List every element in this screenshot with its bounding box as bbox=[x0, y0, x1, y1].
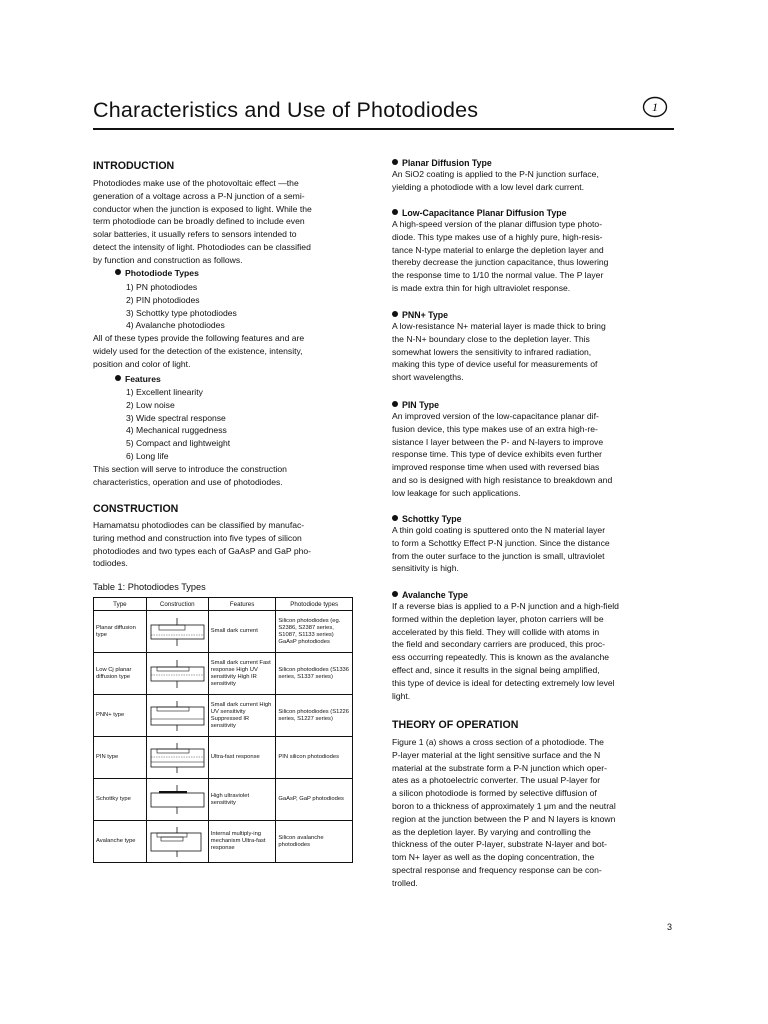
table-row bbox=[94, 737, 353, 779]
table-cell-type: Schottky type bbox=[94, 779, 147, 821]
text-line: formed within the depletion layer, photon carriers will be bbox=[392, 613, 604, 624]
construction-heading: CONSTRUCTION bbox=[93, 503, 179, 515]
types-heading: Photodiode Types bbox=[115, 268, 199, 278]
table-row bbox=[94, 779, 353, 821]
text-line: Figure 1 (a) shows a cross section of a photodiode. The bbox=[392, 737, 604, 747]
text-line: as the depletion layer. By varying and controlling the bbox=[392, 826, 591, 837]
theory-heading-block bbox=[392, 719, 518, 731]
text-line: the field and secondary carriers are produced, this proc- bbox=[392, 639, 606, 650]
text-line: material at the substrate form a P-N junction which oper- bbox=[392, 762, 607, 773]
page-marker-label: 1 bbox=[652, 100, 658, 114]
construction-diagram-cell bbox=[146, 737, 208, 779]
list-item: 5) Compact and lightweight bbox=[126, 438, 231, 449]
intro-paragraph bbox=[93, 177, 312, 267]
pin-section bbox=[392, 400, 612, 500]
text-line: is made extra thin for high ultraviolet response. bbox=[392, 282, 571, 293]
construction-diagram-icon bbox=[147, 741, 208, 775]
construction-diagram-cell bbox=[146, 695, 208, 737]
table-cell-features: Small dark current bbox=[208, 611, 276, 653]
text-line: An SiO2 coating is applied to the P-N junction surface, bbox=[392, 169, 599, 179]
text-line: ess occurring repeatedly. This is known as the avalanche bbox=[392, 652, 610, 663]
table-cell-photodiode: Silicon photodiodes (eg. S2386, S2387 series, S1087, S1133 series) GaAsP photodiodes bbox=[276, 611, 353, 653]
pnn-heading: PNN+ Type bbox=[392, 310, 606, 320]
text-line: This section will serve to introduce the construction bbox=[93, 464, 287, 474]
table-header: Photodiode types bbox=[276, 598, 353, 611]
list-item: 6) Long life bbox=[126, 450, 169, 461]
features-intro bbox=[93, 332, 304, 370]
theory-heading: THEORY OF OPERATION bbox=[392, 719, 519, 731]
text-line: diode. This type makes use of a highly pure, high-resis- bbox=[392, 231, 603, 242]
list-item: 3) Wide spectral response bbox=[126, 412, 226, 423]
construction-diagram-icon bbox=[147, 783, 208, 817]
text-line: thickness of the outer P-layer, substrate N-layer and bot- bbox=[392, 839, 607, 850]
intro-heading-block bbox=[93, 160, 174, 172]
intro-line: generation of a voltage across a P-N junction of a semi- bbox=[93, 190, 305, 201]
pnn-section bbox=[392, 310, 606, 384]
construction-diagram-icon bbox=[147, 699, 208, 733]
text-line: and so is designed with high resistance to breakdown and bbox=[392, 474, 613, 485]
text-line: A low-resistance N+ material layer is made thick to bring bbox=[392, 321, 606, 331]
text-line: A high-speed version of the planar diffusion type photo- bbox=[392, 219, 603, 229]
table-cell-photodiode: GaAsP, GaP photodiodes bbox=[276, 779, 353, 821]
lowcap-heading: Low-Capacitance Planar Diffusion Type bbox=[392, 208, 608, 218]
table-cell-photodiode: PIN silicon photodiodes bbox=[276, 737, 353, 779]
list-item: 4) Mechanical ruggedness bbox=[126, 425, 227, 436]
table-cell-features: Ultra-fast response bbox=[208, 737, 276, 779]
text-line: a silicon photodiode is formed by selective diffusion of bbox=[392, 788, 597, 799]
avalanche-section bbox=[392, 590, 619, 702]
construction-paragraph bbox=[93, 519, 311, 570]
table-row bbox=[94, 653, 353, 695]
intro-line: Photodiodes make use of the photovoltaic effect —the bbox=[93, 178, 299, 188]
table-cell-type: Avalanche type bbox=[94, 821, 147, 863]
bullet-icon bbox=[115, 375, 121, 381]
text-line: P-layer material at the light sensitive surface and the N bbox=[392, 749, 601, 760]
construction-diagram-cell bbox=[146, 653, 208, 695]
text-line: All of these types provide the following features and are bbox=[93, 333, 305, 343]
bullet-icon bbox=[392, 401, 398, 407]
text-line: yielding a photodiode with a low level dark current. bbox=[392, 181, 585, 192]
text-line: Hamamatsu photodiodes can be classified by manufac- bbox=[93, 520, 305, 530]
planar-section bbox=[392, 158, 599, 194]
table-cell-photodiode: Silicon photodiodes (S1336 series, S1337 series) bbox=[276, 653, 353, 695]
list-item: 3) Schottky type photodiodes bbox=[126, 307, 237, 318]
construction-diagram-cell bbox=[146, 779, 208, 821]
text-line: this type of device is ideal for detecting extremely low level bbox=[392, 677, 615, 688]
text-line: turing method and construction into five types of silicon bbox=[93, 532, 302, 543]
text-line: short wavelengths. bbox=[392, 372, 464, 383]
table-cell-features: High ultraviolet sensitivity bbox=[208, 779, 276, 821]
intro-heading: INTRODUCTION bbox=[93, 160, 175, 172]
avalanche-heading: Avalanche Type bbox=[392, 590, 619, 600]
text-line: sensitivity is high. bbox=[392, 563, 459, 574]
text-line: accelerated by this field. They will collide with atoms in bbox=[392, 626, 600, 637]
intro-line: detect the intensity of light. Photodiodes can be classified bbox=[93, 241, 311, 252]
table-cell-photodiode: Silicon photodiodes (S1226 series, S1227 series) bbox=[276, 695, 353, 737]
text-line: effect and, since it results in the signal being amplified, bbox=[392, 664, 600, 675]
text-line: spectral response and frequency response can be con- bbox=[392, 864, 602, 875]
theory-paragraph bbox=[392, 736, 616, 890]
bullet-icon bbox=[392, 209, 398, 215]
text-line: widely used for the detection of the existence, intensity, bbox=[93, 345, 303, 356]
intro-line: solar batteries, it usually refers to sensors intended to bbox=[93, 229, 297, 240]
lowcap-section bbox=[392, 208, 608, 295]
text-line: somewhat lowers the sensitivity to infrared radiation, bbox=[392, 346, 592, 357]
table-cell-features: Internal multiply-ing mechanism Ultra-fast response bbox=[208, 821, 276, 863]
list-item: 2) PIN photodiodes bbox=[126, 294, 200, 305]
text-line: thereby decrease the junction capacitance, thus lowering bbox=[392, 257, 609, 268]
features-heading: Features bbox=[115, 374, 161, 384]
pin-heading: PIN Type bbox=[392, 400, 612, 410]
table-cell-type: PIN type bbox=[94, 737, 147, 779]
bullet-icon bbox=[392, 159, 398, 165]
section-intro bbox=[93, 463, 287, 489]
table-header: Construction bbox=[146, 598, 208, 611]
text-line: boron to a thickness of approximately 1 μm and the neutral bbox=[392, 800, 616, 811]
text-line: ates as a photoelectric converter. The usual P-layer for bbox=[392, 775, 601, 786]
text-line: sistance I layer between the P- and N-layers to improve bbox=[392, 436, 604, 447]
intro-line: term photodiode can be broadly defined to include even bbox=[93, 216, 305, 227]
table-caption: Table 1: Photodiodes Types bbox=[93, 582, 206, 592]
photodiode-types-table bbox=[93, 597, 353, 863]
planar-heading: Planar Diffusion Type bbox=[392, 158, 599, 168]
table-cell-type: PNN+ type bbox=[94, 695, 147, 737]
list-item: 1) PN photodiodes bbox=[126, 282, 198, 292]
text-line: making this type of device useful for measurements of bbox=[392, 359, 598, 370]
bullet-icon bbox=[115, 269, 121, 275]
construction-diagram-icon bbox=[147, 825, 208, 859]
text-line: light. bbox=[392, 690, 411, 701]
schottky-section bbox=[392, 514, 610, 575]
text-line: region at the junction between the P and N layers is known bbox=[392, 813, 616, 824]
table-row bbox=[94, 611, 353, 653]
text-line: improved response time when used with reversed bias bbox=[392, 462, 600, 473]
construction-diagram-icon bbox=[147, 615, 208, 649]
table-row bbox=[94, 695, 353, 737]
features-list bbox=[126, 386, 230, 463]
construction-diagram-cell bbox=[146, 821, 208, 863]
table-row bbox=[94, 821, 353, 863]
text-line: to form a Schottky Effect P-N junction. Since the distance bbox=[392, 537, 610, 548]
construction-diagram-icon bbox=[147, 657, 208, 691]
construction-heading-block bbox=[93, 503, 178, 515]
text-line: trolled. bbox=[392, 877, 418, 888]
bullet-icon bbox=[392, 591, 398, 597]
table-cell-type: Planar diffusion type bbox=[94, 611, 147, 653]
text-line: todiodes. bbox=[93, 558, 128, 569]
construction-diagram-cell bbox=[146, 611, 208, 653]
text-line: from the outer surface to the junction is small, ultraviolet bbox=[392, 550, 605, 561]
intro-line: conductor when the junction is exposed to light. While the bbox=[93, 203, 312, 214]
intro-line: by function and construction as follows. bbox=[93, 254, 243, 265]
table-header-row bbox=[94, 598, 353, 611]
text-line: the N-N+ boundary close to the depletion layer. This bbox=[392, 333, 590, 344]
text-line: fusion device, this type makes use of an extra high-re- bbox=[392, 423, 598, 434]
text-line: A thin gold coating is sputtered onto the N material layer bbox=[392, 525, 606, 535]
bullet-icon bbox=[392, 515, 398, 521]
text-line: characteristics, operation and use of photodiodes. bbox=[93, 476, 283, 487]
table-header: Type bbox=[94, 598, 147, 611]
page-title: Characteristics and Use of Photodiodes bbox=[93, 98, 479, 122]
bullet-icon bbox=[392, 311, 398, 317]
text-line: response time. This type of device exhibits even further bbox=[392, 449, 603, 460]
table-header: Features bbox=[208, 598, 276, 611]
list-item: 4) Avalanche photodiodes bbox=[126, 320, 225, 331]
title-rule bbox=[93, 128, 674, 130]
table-cell-photodiode: Silicon avalanche photodiodes bbox=[276, 821, 353, 863]
text-line: low leakage for such applications. bbox=[392, 487, 521, 498]
types-list bbox=[126, 281, 237, 332]
table-cell-type: Low Cj planar diffusion type bbox=[94, 653, 147, 695]
table-cell-features: Small dark current High UV sensitivity Suppressed IR sensitivity bbox=[208, 695, 276, 737]
text-line: the response time to 1/10 the normal value. The P layer bbox=[392, 270, 604, 281]
table-cell-features: Small dark current Fast response High UV sensitivity High IR sensitivity bbox=[208, 653, 276, 695]
text-line: tance N-type material to enlarge the depletion layer and bbox=[392, 244, 604, 255]
list-item: 2) Low noise bbox=[126, 399, 175, 410]
page-marker-icon bbox=[642, 96, 668, 118]
text-line: An improved version of the low-capacitance planar dif- bbox=[392, 411, 599, 421]
text-line: position and color of light. bbox=[93, 358, 191, 369]
schottky-heading: Schottky Type bbox=[392, 514, 610, 524]
list-item: 1) Excellent linearity bbox=[126, 387, 203, 397]
text-line: tom N+ layer as well as the doping concentration, the bbox=[392, 852, 595, 863]
page-number: 3 bbox=[667, 922, 673, 932]
text-line: photodiodes and two types each of GaAsP and GaP pho- bbox=[93, 545, 312, 556]
text-line: If a reverse bias is applied to a P-N junction and a high-field bbox=[392, 601, 619, 611]
